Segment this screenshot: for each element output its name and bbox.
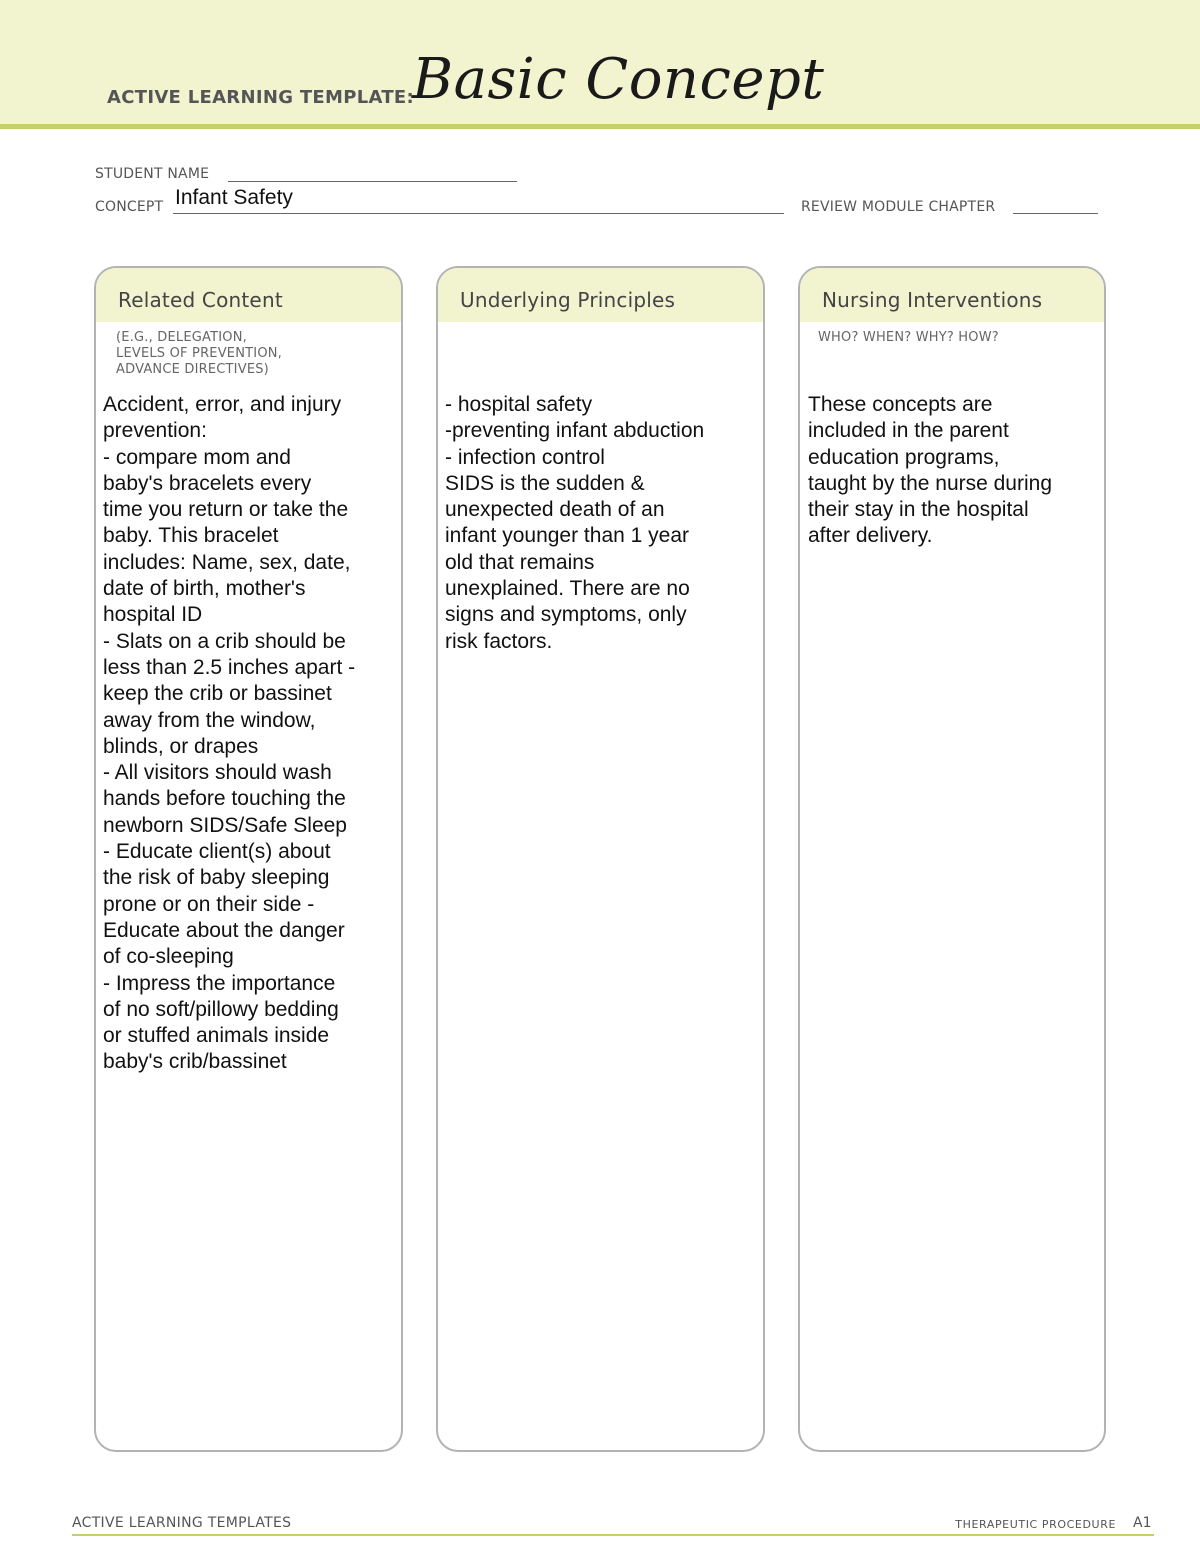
footer-template-label: ACTIVE LEARNING TEMPLATES xyxy=(72,1515,292,1531)
concept-label: CONCEPT xyxy=(95,199,164,215)
panel-body[interactable]: Accident, error, and injury prevention: - compare mom and baby's bracelets every time you return or take the baby. This bracelet includes: Name, sex, date, date of birth, mother's hospital ID - Slats on a crib should be less than 2.5 inches apart - keep the crib or bassinet away from the window, blinds, or drapes - All visitors should wash hands before touching the newborn SIDS/Safe Sleep - Educate client(s) about the risk of baby sleeping prone or on their side - Educate about the danger of co-sleeping - Impress the importance of no soft/pillowy bedding or stuffed animals inside baby's crib/bassinet xyxy=(103,393,356,1074)
panel-body[interactable]: These concepts are included in the parent education programs, taught by the nurse during their stay in the hospital after delivery. xyxy=(808,393,1053,548)
header-divider xyxy=(0,124,1200,129)
footer-page-number: A1 xyxy=(1133,1515,1152,1531)
footer-procedure-label: THERAPEUTIC PROCEDURE xyxy=(955,1518,1116,1531)
panel-body[interactable]: - hospital safety -preventing infant abduction - infection control SIDS is the sudden & unexpected death of an infant younger than 1 year old that remains unexplained. There are no signs and symptoms, only risk factors. xyxy=(445,393,705,653)
template-label: ACTIVE LEARNING TEMPLATE: xyxy=(107,87,414,108)
panel-nursing-interventions xyxy=(798,266,1106,1452)
panel-title: Underlying Principles xyxy=(460,288,676,312)
panel-subtitle: (E.G., DELEGATION, LEVELS OF PREVENTION, ADVANCE DIRECTIVES) xyxy=(116,330,283,377)
page-title: Basic Concept xyxy=(412,47,825,112)
student-name-label: STUDENT NAME xyxy=(95,166,210,182)
student-name-field[interactable] xyxy=(228,168,517,182)
panel-title: Nursing Interventions xyxy=(822,288,1043,312)
footer-divider xyxy=(72,1534,1154,1536)
panel-underlying-principles xyxy=(436,266,765,1452)
review-module-label: REVIEW MODULE CHAPTER xyxy=(801,199,996,215)
panel-related-content xyxy=(94,266,403,1452)
panel-subtitle: WHO? WHEN? WHY? HOW? xyxy=(818,330,999,345)
concept-value: Infant Safety xyxy=(175,186,293,209)
review-module-field[interactable] xyxy=(1013,200,1098,214)
panel-title: Related Content xyxy=(118,288,283,312)
